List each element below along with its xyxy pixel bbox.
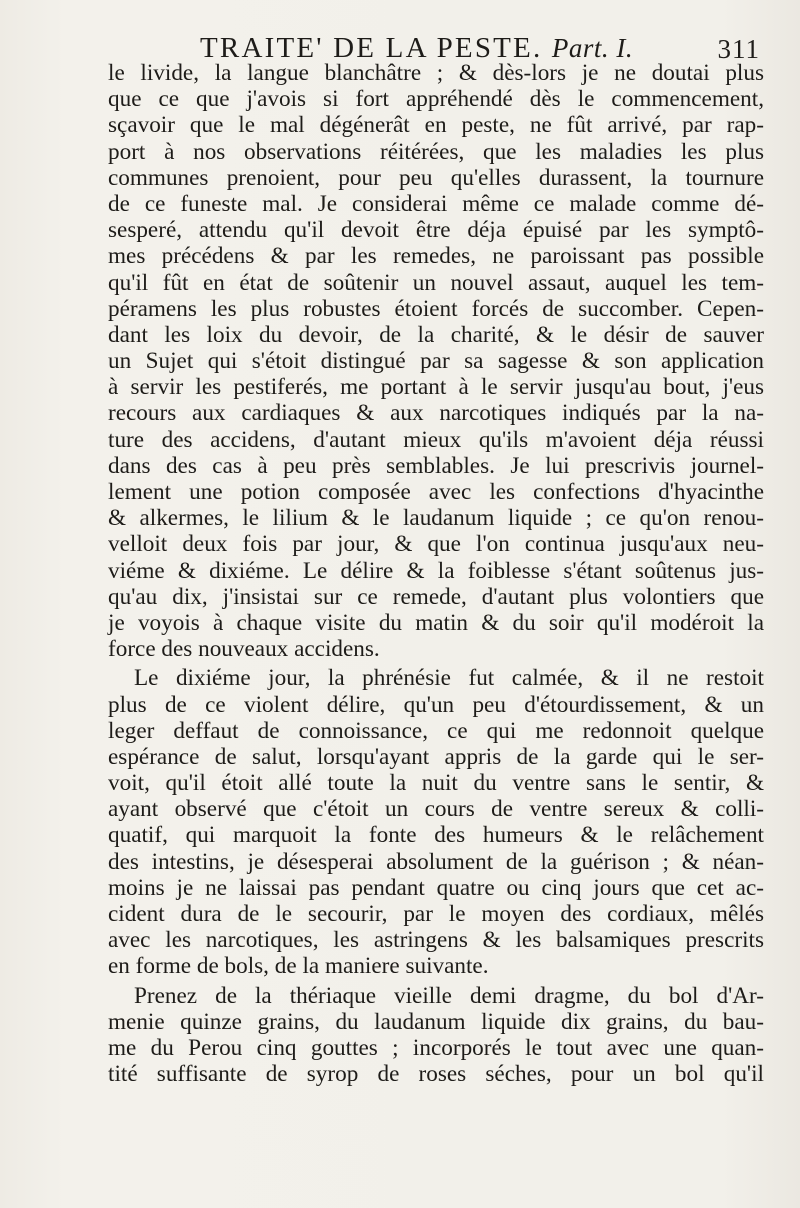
text-line: je voyois à chaque visite du matin & du soir qu'il modéroit la xyxy=(108,609,764,636)
text-line: en forme de bols, de la maniere suivante. xyxy=(108,953,489,980)
text-line: voit, qu'il étoit allé toute la nuit du ventre sans le sentir, & xyxy=(108,770,764,797)
text-line: dans des cas à peu près semblables. Je lui prescrivis journel- xyxy=(108,452,764,479)
text-line: qu'il fût en état de soûtenir un nouvel assaut, auquel les tem- xyxy=(108,269,764,296)
paragraph-3 xyxy=(108,983,764,1088)
text-line: de ce funeste mal. Je considerai même ce malade comme dé- xyxy=(108,190,764,217)
text-line: ayant observé que c'étoit un cours de ventre sereux & colli- xyxy=(108,796,764,823)
text-line: sesperé, attendu qu'il devoit être déja épuisé par les symptô- xyxy=(108,217,764,244)
text-line: viéme & dixiéme. Le délire & la foiblesse s'étant soûtenus jus- xyxy=(108,557,764,584)
text-line: force des nouveaux accidens. xyxy=(108,636,380,663)
running-head-part: Part. I. xyxy=(551,33,634,63)
text-line: lement une potion composée avec les confections d'hyacinthe xyxy=(108,479,764,505)
text-line: plus de ce violent délire, qu'un peu d'étourdissement, & un xyxy=(108,691,764,718)
text-line: sçavoir que le mal dégénerât en peste, ne fût arrivé, par rap- xyxy=(108,112,764,139)
text-line: Le dixiéme jour, la phrénésie fut calmée, & il ne restoit xyxy=(134,665,764,692)
text-line: me du Perou cinq gouttes ; incorporés le tout avec une quan- xyxy=(108,1034,764,1061)
text-line: dant les loix du devoir, de la charité, & le désir de sauver xyxy=(108,321,764,348)
text-line: communes prenoient, pour peu qu'elles durassent, la tournure xyxy=(108,164,764,191)
text-line: moins je ne laissai pas pendant quatre ou cinq jours que cet ac- xyxy=(108,874,764,901)
text-line: quatif, qui marquoit la fonte des humeurs & le relâchement xyxy=(108,822,764,849)
text-line: que ce que j'avois si fort appréhendé dès le commencement, xyxy=(108,86,764,113)
text-line: recours aux cardiaques & aux narcotiques indiqués par la na- xyxy=(108,400,764,427)
text-line: qu'au dix, j'insistai sur ce remede, d'autant plus volontiers que xyxy=(108,583,764,610)
body-text xyxy=(108,60,764,1087)
text-line: des intestins, je désesperai absolument de la guérison ; & néan- xyxy=(108,848,764,875)
text-line: velloit deux fois par jour, & que l'on continua jusqu'aux neu- xyxy=(108,531,764,558)
running-head-title-text: TRAITE' DE LA PESTE. xyxy=(200,32,543,64)
text-line: mes précédens & par les remedes, ne paroissant pas possible xyxy=(108,243,764,270)
text-line: à servir les pestiferés, me portant à le servir jusqu'au bout, j'eus xyxy=(108,374,764,401)
text-line: cident dura de le secourir, par le moyen des cordiaux, mêlés xyxy=(108,901,764,927)
paragraph-1 xyxy=(108,60,764,662)
text-line: espérance de salut, lorsqu'ayant appris de la garde qui le ser- xyxy=(108,743,764,770)
text-line: Prenez de la thériaque vieille demi dragme, du bol d'Ar- xyxy=(134,982,764,1009)
page-number: 311 xyxy=(717,34,760,64)
text-line: leger deffaut de connoissance, ce qui me redonnoit quelque xyxy=(108,717,764,744)
text-line: péramens les plus robustes étoient forcés de succomber. Cepen- xyxy=(108,295,764,322)
text-line: tité suffisante de syrop de roses séches, pour un bol qu'il xyxy=(108,1061,764,1088)
text-line: un Sujet qui s'étoit distingué par sa sagesse & son application xyxy=(108,348,764,375)
text-line: port à nos observations réitérées, que les maladies les plus xyxy=(108,138,764,165)
text-line: avec les narcotiques, les astringens & les balsamiques prescrits xyxy=(108,927,764,954)
paragraph-2 xyxy=(108,665,764,979)
text-line: menie quinze grains, du laudanum liquide dix grains, du bau- xyxy=(108,1008,764,1035)
text-line: ture des accidens, d'autant mieux qu'ils m'avoient déja réussi xyxy=(108,426,764,453)
text-line: & alkermes, le lilium & le laudanum liquide ; ce qu'on renou- xyxy=(108,505,764,532)
text-line: le livide, la langue blanchâtre ; & dès-lors je ne doutai plus xyxy=(108,60,764,86)
